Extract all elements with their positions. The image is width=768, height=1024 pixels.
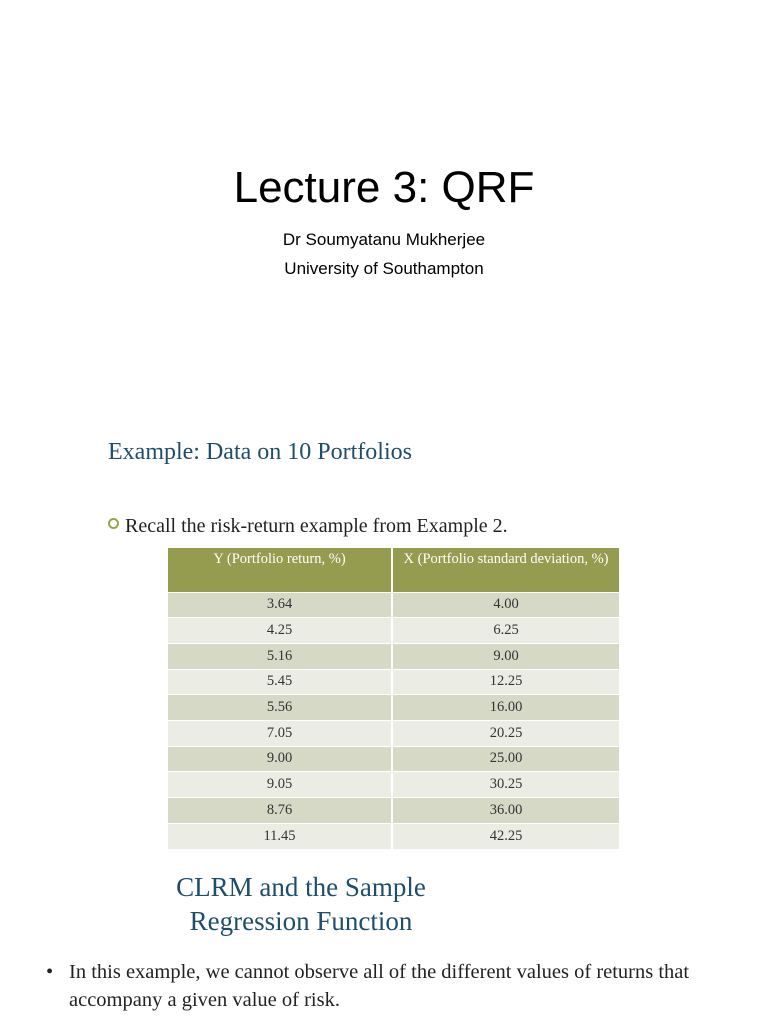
header-y: Y (Portfolio return, %) (168, 548, 392, 592)
bullet-dot-icon: • (46, 961, 54, 983)
cell-x: 12.25 (392, 669, 619, 695)
author-name: Dr Soumyatanu Mukherjee (282, 230, 486, 249)
table-row (168, 720, 619, 746)
cell-y: 5.56 (168, 695, 392, 721)
clrm-bullet-text: In this example, we cannot observe all of the different values of returns that accompany a given value of risk. (69, 961, 690, 1011)
cell-y: 5.45 (168, 669, 392, 695)
clrm-heading-line2: Regression Function (189, 906, 413, 936)
cell-x: 25.00 (392, 746, 619, 772)
table-row (168, 798, 619, 824)
table-row (168, 592, 619, 618)
cell-y: 11.45 (168, 823, 392, 849)
cell-y: 9.00 (168, 746, 392, 772)
table-row (168, 618, 619, 644)
cell-y: 5.16 (168, 643, 392, 669)
cell-y: 7.05 (168, 720, 392, 746)
table-row (168, 643, 619, 669)
clrm-heading-line1: CLRM and the Sample (176, 872, 426, 902)
cell-y: 9.05 (168, 772, 392, 798)
cell-x: 4.00 (392, 592, 619, 618)
ring-bullet-icon (108, 518, 119, 529)
table-row (168, 772, 619, 798)
cell-x: 42.25 (392, 823, 619, 849)
table-row (168, 669, 619, 695)
header-x: X (Portfolio standard deviation, %) (392, 548, 619, 592)
recall-bullet-text: Recall the risk-return example from Example 2. (125, 515, 508, 537)
cell-x: 20.25 (392, 720, 619, 746)
lecture-title: Lecture 3: QRF (233, 163, 535, 212)
cell-x: 16.00 (392, 695, 619, 721)
clrm-heading (0, 870, 602, 938)
cell-x: 6.25 (392, 618, 619, 644)
cell-y: 3.64 (168, 592, 392, 618)
table-row (168, 695, 619, 721)
cell-x: 30.25 (392, 772, 619, 798)
cell-y: 4.25 (168, 618, 392, 644)
cell-x: 9.00 (392, 643, 619, 669)
table-row (168, 823, 619, 849)
cell-y: 8.76 (168, 798, 392, 824)
example-heading: Example: Data on 10 Portfolios (108, 439, 412, 465)
portfolio-table (168, 548, 619, 849)
institution-name: University of Southampton (284, 259, 484, 278)
cell-x: 36.00 (392, 798, 619, 824)
table-header-row (168, 548, 619, 592)
recall-bullet (108, 512, 508, 540)
table-row (168, 746, 619, 772)
